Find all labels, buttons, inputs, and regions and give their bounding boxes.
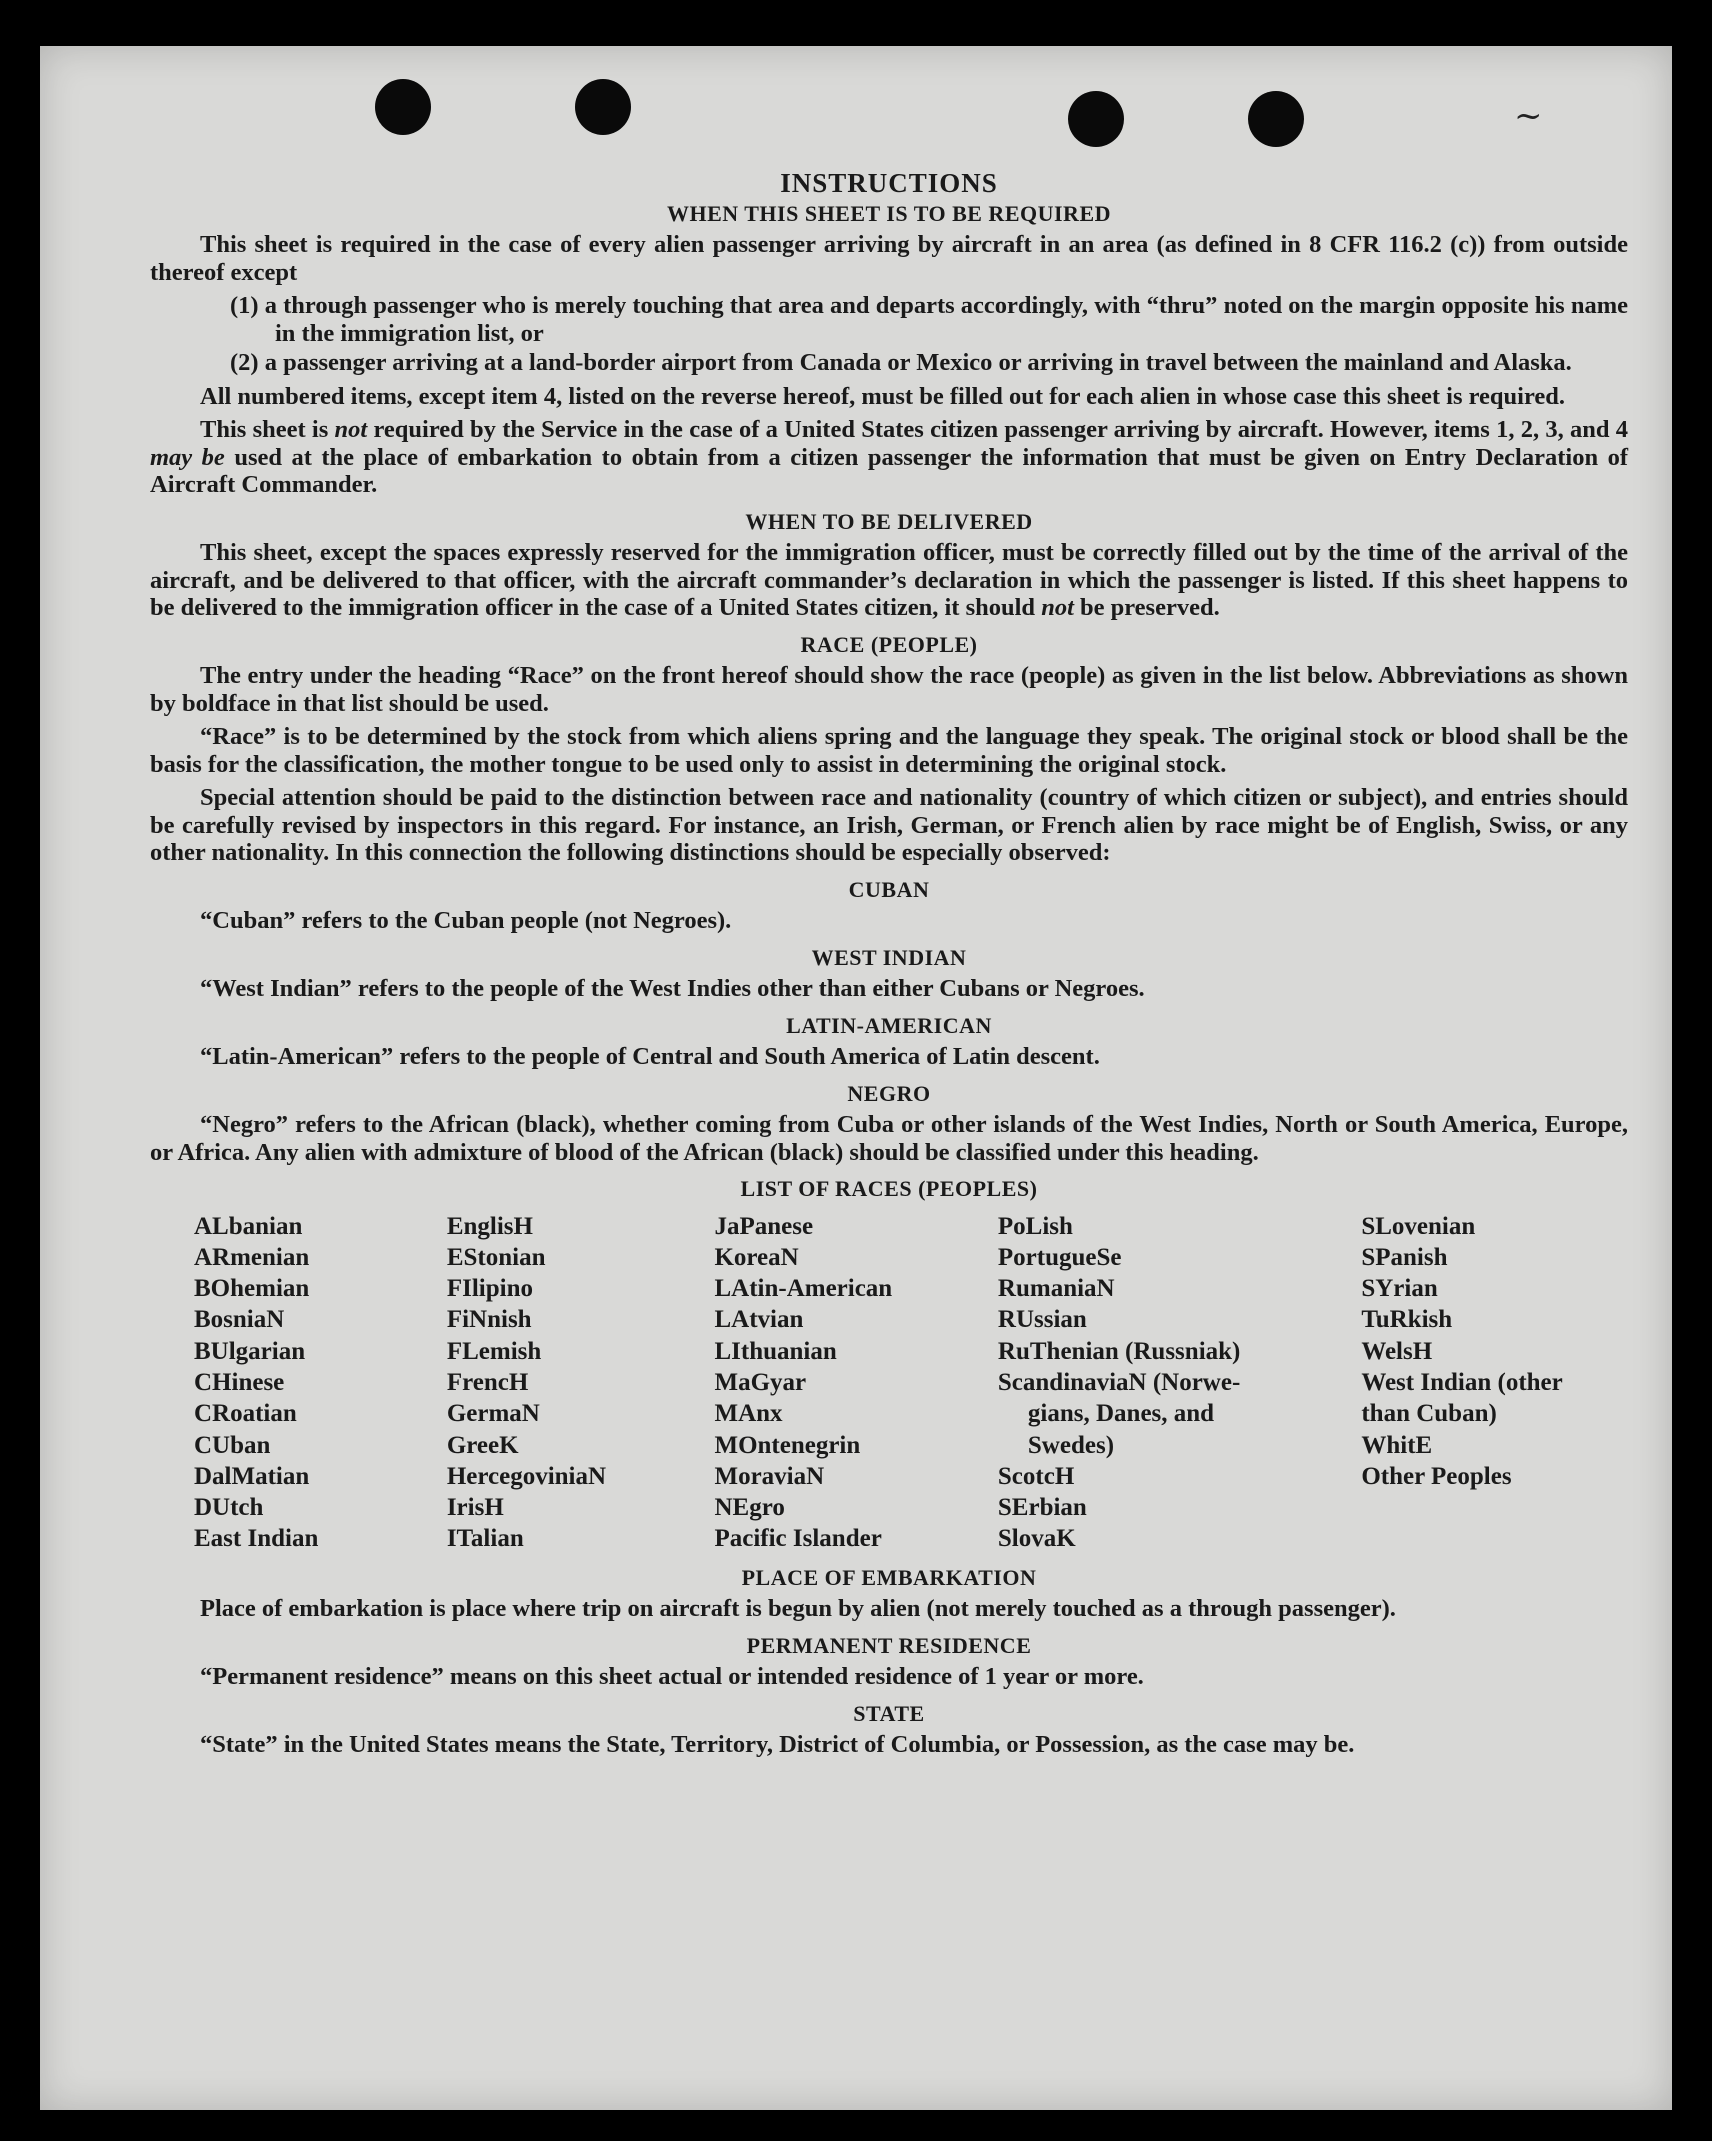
race-item: NEgro [714, 1494, 785, 1522]
race-item: MAnx [714, 1400, 783, 1428]
west-indian-text: “West Indian” refers to the people of the West Indies other than either Cubans or Negroes. [200, 975, 1145, 1002]
race-item: HercegoviniaN [446, 1462, 607, 1490]
race-item: BosniaN [194, 1306, 285, 1334]
race-item: MaGyar [714, 1368, 807, 1396]
heading-residence: PERMANENT RESIDENCE [746, 1632, 1032, 1658]
race-item: SlovaK [997, 1525, 1076, 1553]
para-citizen: This sheet is not required by the Service in the case of a United States citizen passenger arriving by aircraft. However, items 1, 2, 3, and 4 may be used at the place of embarkation to obtain from a citizen passenger the information that must be given on Entry Declaration of Aircraft Commander. [150, 416, 1629, 498]
race-item: IrisH [446, 1494, 504, 1522]
instructions-content [150, 120, 1628, 1765]
race-item: than Cuban) [1361, 1400, 1497, 1428]
race-para-3: Special attention should be paid to the distinction between race and nationality (country of which citizen or subject), and entries should be carefully revised by inspectors in this regard. For instance, an Irish, German, or French alien by race might be of English, Swiss, or any other nationality. In this connection the following distinctions should be especially observed: [150, 784, 1628, 866]
race-item: SErbian [997, 1494, 1087, 1522]
race-item: ALbanian [194, 1212, 303, 1240]
races-column-4 [998, 1211, 1361, 1555]
race-item: WelsH [1361, 1337, 1433, 1365]
race-item: BOhemian [194, 1275, 310, 1303]
heading-list-of-races: LIST OF RACES (PEOPLES) [740, 1176, 1038, 1201]
document-sheet [40, 46, 1672, 2110]
race-item: ScotcH [997, 1462, 1075, 1490]
heading-when-required: WHEN THIS SHEET IS TO BE REQUIRED [666, 200, 1112, 226]
latin-american-text: “Latin-American” refers to the people of Central and South America of Latin descent. [200, 1043, 1100, 1070]
race-item: CUban [194, 1431, 271, 1459]
race-item: West Indian (other [1361, 1368, 1563, 1396]
race-item: PoLish [997, 1212, 1073, 1240]
cuban-text: “Cuban” refers to the Cuban people (not Negroes). [200, 907, 732, 934]
exception-1: (1) a through passenger who is merely touching that area and departs accordingly, with “thru” noted on the margin opposite his name in the immigration list, or [230, 292, 1628, 347]
race-item: Swedes) [1027, 1431, 1115, 1459]
negro-text: “Negro” refers to the African (black), whether coming from Cuba or other islands of the West Indies, North or South America, Europe, or Africa. Any alien with admixture of blood of the African (black) should be classified under this heading. [150, 1111, 1628, 1166]
when-required-intro: This sheet is required in the case of every alien passenger arriving by aircraft in an area (as defined in 8 CFR 116.2 (c)) from outside thereof except [150, 231, 1628, 286]
heading-state: STATE [853, 1700, 925, 1726]
race-item: ScandinaviaN (Norwe- [997, 1368, 1241, 1396]
race-item: EnglisH [446, 1212, 533, 1240]
race-item: FIlipino [446, 1275, 533, 1303]
race-item: East Indian [194, 1525, 319, 1553]
races-column-2 [447, 1211, 715, 1555]
heading-race: RACE (PEOPLE) [800, 631, 978, 657]
race-item: WhitE [1361, 1431, 1433, 1459]
race-item: RUssian [997, 1306, 1087, 1334]
race-item: FLemish [446, 1337, 542, 1365]
heading-when-delivered: WHEN TO BE DELIVERED [745, 508, 1033, 534]
race-item: PortugueSe [997, 1243, 1122, 1271]
para-numbered-items: All numbered items, except item 4, listed on the reverse hereof, must be filled out for each alien in whose case this sheet is required. [200, 382, 1566, 410]
race-item: ARmenian [194, 1243, 310, 1271]
race-item: DUtch [194, 1494, 264, 1522]
race-item: RuThenian (Russniak) [997, 1337, 1241, 1365]
embarkation-text: Place of embarkation is place where trip on aircraft is begun by alien (not merely touched as a through passenger). [200, 1595, 1396, 1623]
race-item: FiNnish [446, 1306, 532, 1334]
race-item: TuRkish [1361, 1306, 1453, 1334]
heading-embarkation: PLACE OF EMBARKATION [741, 1564, 1037, 1590]
race-item: CHinese [194, 1368, 285, 1396]
exception-2: (2) a passenger arriving at a land-border airport from Canada or Mexico or arriving in travel between the mainland and Alaska. [230, 349, 1572, 376]
races-column-3 [714, 1211, 997, 1555]
race-item: GermaN [446, 1400, 540, 1428]
race-item: LIthuanian [714, 1337, 837, 1365]
race-item: KoreaN [714, 1243, 799, 1271]
pen-mark-icon: ~ [1514, 96, 1543, 136]
page-title: INSTRUCTIONS [780, 168, 998, 198]
race-item: EStonian [446, 1243, 546, 1271]
race-item: JaPanese [714, 1212, 814, 1240]
race-item: BUlgarian [194, 1337, 306, 1365]
race-para-1: The entry under the heading “Race” on the front hereof should show the race (people) as given in the list below. Abbreviations as shown by boldface in that list should be used. [150, 662, 1628, 717]
races-column-1 [194, 1211, 447, 1555]
races-list [194, 1211, 1628, 1555]
race-item: Pacific Islander [714, 1525, 882, 1553]
race-item: gians, Danes, and [1027, 1400, 1215, 1428]
when-delivered-text: This sheet, except the spaces expressly reserved for the immigration officer, must be correctly filled out by the time of the arrival of the aircraft, and be delivered to that officer, with the aircraft commander’s declaration in which the passenger is listed. If this sheet happens to be delivered to the immigration officer in the case of a United States citizen, it should not be preserved. [150, 539, 1628, 621]
race-item: CRoatian [194, 1400, 297, 1428]
race-item: ITalian [446, 1525, 524, 1553]
race-item: MOntenegrin [714, 1431, 861, 1459]
race-item: Other Peoples [1361, 1462, 1512, 1490]
heading-latin-american: LATIN-AMERICAN [786, 1012, 992, 1038]
race-item: MoraviaN [714, 1462, 825, 1490]
race-item: LAtin-American [714, 1275, 893, 1303]
race-item: FrencH [446, 1368, 529, 1396]
race-item: RumaniaN [997, 1275, 1115, 1303]
race-item: SYrian [1361, 1275, 1438, 1303]
race-item: GreeK [446, 1431, 519, 1459]
race-item: SLovenian [1361, 1212, 1476, 1240]
race-item: DalMatian [194, 1462, 310, 1490]
state-text: “State” in the United States means the State, Territory, District of Columbia, or Possession, as the case may be. [200, 1731, 1355, 1759]
heading-negro: NEGRO [847, 1080, 931, 1106]
race-item: SPanish [1361, 1243, 1448, 1271]
heading-cuban: CUBAN [848, 876, 930, 902]
residence-text: “Permanent residence” means on this sheet actual or intended residence of 1 year or more. [200, 1663, 1144, 1691]
race-para-2: “Race” is to be determined by the stock from which aliens spring and the language they speak. The original stock or blood shall be the basis for the classification, the mother tongue to be used only to assist in determining the original stock. [150, 723, 1628, 778]
heading-west-indian: WEST INDIAN [811, 944, 967, 970]
races-column-5 [1361, 1211, 1628, 1555]
race-item: LAtvian [714, 1306, 804, 1334]
